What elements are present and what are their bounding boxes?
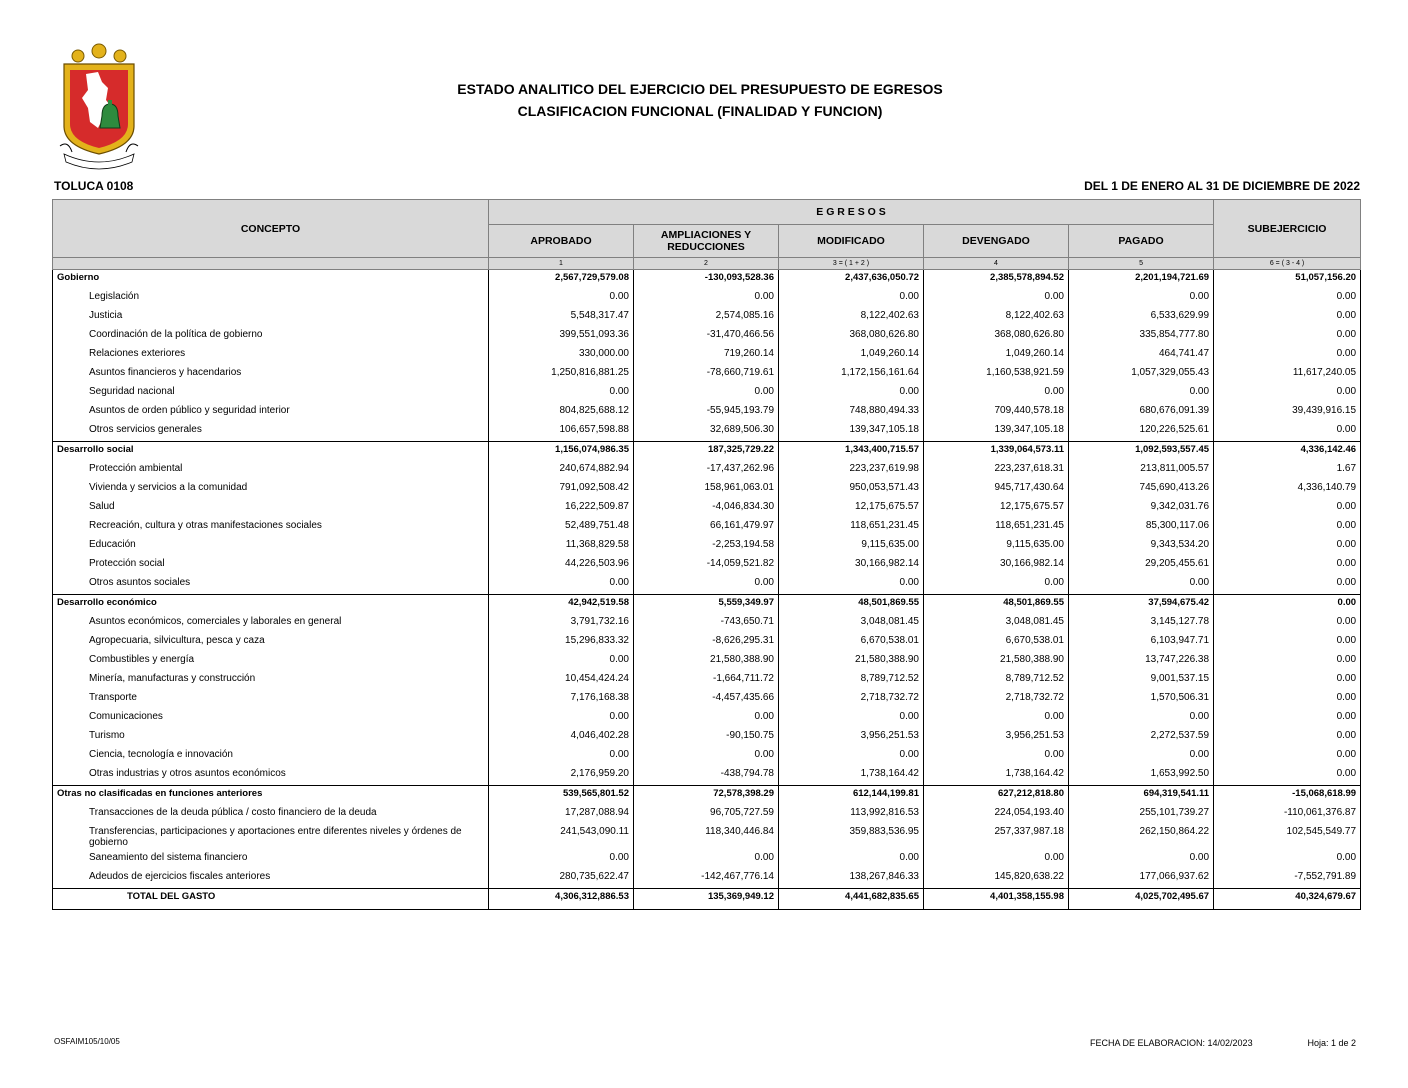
value-cell: 0.00: [779, 747, 924, 766]
value-cell: -130,093,528.36: [634, 270, 779, 290]
value-cell: 0.00: [1214, 575, 1361, 595]
value-cell: 113,992,816.53: [779, 805, 924, 824]
value-cell: 52,489,751.48: [489, 518, 634, 537]
value-cell: 0.00: [924, 289, 1069, 308]
value-cell: 138,267,846.33: [779, 869, 924, 889]
concept-cell: Agropecuaria, silvicultura, pesca y caza: [53, 633, 489, 652]
concept-header: CONCEPTO: [53, 200, 489, 258]
value-cell: 118,340,446.84: [634, 824, 779, 850]
index-cell: 3 = ( 1 + 2 ): [779, 258, 924, 270]
value-cell: 12,175,675.57: [779, 499, 924, 518]
value-cell: 21,580,388.90: [634, 652, 779, 671]
concept-cell: Ciencia, tecnología e innovación: [53, 747, 489, 766]
value-cell: -4,046,834.30: [634, 499, 779, 518]
concept-cell: Gobierno: [53, 270, 489, 290]
concept-cell: Transporte: [53, 690, 489, 709]
value-cell: 0.00: [1214, 384, 1361, 403]
value-cell: 4,336,142.46: [1214, 442, 1361, 462]
value-cell: -438,794.78: [634, 766, 779, 786]
concept-cell: Protección ambiental: [53, 461, 489, 480]
value-cell: 2,201,194,721.69: [1069, 270, 1214, 290]
page-number: Hoja: 1 de 2: [1307, 1038, 1356, 1048]
value-cell: 804,825,688.12: [489, 403, 634, 422]
value-cell: 0.00: [1214, 595, 1361, 615]
value-cell: 5,559,349.97: [634, 595, 779, 615]
value-cell: 30,166,982.14: [779, 556, 924, 575]
value-cell: 0.00: [1214, 690, 1361, 709]
table-row: [53, 652, 1361, 671]
table-row: [53, 289, 1361, 308]
value-cell: 240,674,882.94: [489, 461, 634, 480]
value-cell: 0.00: [1214, 422, 1361, 442]
value-cell: 0.00: [489, 575, 634, 595]
value-cell: 0.00: [1214, 614, 1361, 633]
concept-cell: Desarrollo económico: [53, 595, 489, 615]
value-cell: 0.00: [1214, 850, 1361, 869]
concept-cell: Vivienda y servicios a la comunidad: [53, 480, 489, 499]
value-cell: 72,578,398.29: [634, 786, 779, 806]
value-cell: 0.00: [489, 850, 634, 869]
value-cell: 791,092,508.42: [489, 480, 634, 499]
value-cell: 3,956,251.53: [924, 728, 1069, 747]
value-cell: 0.00: [1069, 747, 1214, 766]
value-cell: 1,092,593,557.45: [1069, 442, 1214, 462]
value-cell: 39,439,916.15: [1214, 403, 1361, 422]
value-cell: 158,961,063.01: [634, 480, 779, 499]
table-row: [53, 518, 1361, 537]
value-cell: 0.00: [779, 709, 924, 728]
report-period: DEL 1 DE ENERO AL 31 DE DICIEMBRE DE 2022: [1084, 179, 1360, 193]
value-cell: 2,437,636,050.72: [779, 270, 924, 290]
value-cell: 0.00: [1214, 766, 1361, 786]
table-row: [53, 327, 1361, 346]
table-row: [53, 422, 1361, 442]
index-cell: 4: [924, 258, 1069, 270]
value-cell: -1,664,711.72: [634, 671, 779, 690]
value-cell: 21,580,388.90: [924, 652, 1069, 671]
value-cell: 0.00: [779, 289, 924, 308]
concept-cell: Transferencias, participaciones y aportaciones entre diferentes niveles y órdenes de gobierno: [53, 824, 489, 850]
value-cell: -55,945,193.79: [634, 403, 779, 422]
table-row: [53, 614, 1361, 633]
value-cell: 330,000.00: [489, 346, 634, 365]
value-cell: 0.00: [1214, 709, 1361, 728]
group-row: [53, 442, 1361, 462]
value-cell: 680,676,091.39: [1069, 403, 1214, 422]
index-cell: 5: [1069, 258, 1214, 270]
value-cell: 1,343,400,715.57: [779, 442, 924, 462]
value-cell: 2,385,578,894.52: [924, 270, 1069, 290]
value-cell: 0.00: [1214, 499, 1361, 518]
concept-cell: Coordinación de la política de gobierno: [53, 327, 489, 346]
value-cell: -17,437,262.96: [634, 461, 779, 480]
value-cell: 0.00: [634, 709, 779, 728]
concept-cell: Recreación, cultura y otras manifestaciones sociales: [53, 518, 489, 537]
value-cell: -4,457,435.66: [634, 690, 779, 709]
value-cell: 120,226,525.61: [1069, 422, 1214, 442]
value-cell: 945,717,430.64: [924, 480, 1069, 499]
value-cell: 0.00: [1069, 575, 1214, 595]
value-cell: 15,296,833.32: [489, 633, 634, 652]
table-row: [53, 575, 1361, 595]
report-subtitle: CLASIFICACION FUNCIONAL (FINALIDAD Y FUNCION): [517, 103, 883, 119]
col-header-aprobado: APROBADO: [489, 225, 634, 258]
value-cell: 2,718,732.72: [924, 690, 1069, 709]
concept-cell: Combustibles y energía: [53, 652, 489, 671]
value-cell: 44,226,503.96: [489, 556, 634, 575]
value-cell: 3,048,081.45: [924, 614, 1069, 633]
value-cell: 627,212,818.80: [924, 786, 1069, 806]
concept-cell: Otras industrias y otros asuntos económicos: [53, 766, 489, 786]
value-cell: 1,160,538,921.59: [924, 365, 1069, 384]
value-cell: 0.00: [1214, 633, 1361, 652]
value-cell: 17,287,088.94: [489, 805, 634, 824]
table-row: [53, 690, 1361, 709]
value-cell: 21,580,388.90: [779, 652, 924, 671]
value-cell: 2,176,959.20: [489, 766, 634, 786]
value-cell: 223,237,619.98: [779, 461, 924, 480]
table-row: [53, 480, 1361, 499]
value-cell: 1,057,329,055.43: [1069, 365, 1214, 384]
value-cell: 187,325,729.22: [634, 442, 779, 462]
value-cell: 745,690,413.26: [1069, 480, 1214, 499]
value-cell: -8,626,295.31: [634, 633, 779, 652]
value-cell: 0.00: [489, 747, 634, 766]
value-cell: 0.00: [1069, 384, 1214, 403]
value-cell: 40,324,679.67: [1214, 889, 1361, 910]
group-row: [53, 786, 1361, 806]
table-row: [53, 850, 1361, 869]
value-cell: 1,738,164.42: [924, 766, 1069, 786]
table-body: [53, 270, 1361, 910]
value-cell: 1,156,074,986.35: [489, 442, 634, 462]
value-cell: 464,741.47: [1069, 346, 1214, 365]
value-cell: 0.00: [1214, 518, 1361, 537]
value-cell: 1,339,064,573.11: [924, 442, 1069, 462]
value-cell: 6,103,947.71: [1069, 633, 1214, 652]
index-cell: 2: [634, 258, 779, 270]
value-cell: -7,552,791.89: [1214, 869, 1361, 889]
value-cell: 1,570,506.31: [1069, 690, 1214, 709]
value-cell: 9,001,537.15: [1069, 671, 1214, 690]
value-cell: 255,101,739.27: [1069, 805, 1214, 824]
value-cell: 16,222,509.87: [489, 499, 634, 518]
col-header-ampliaciones: AMPLIACIONES Y REDUCCIONES: [634, 225, 779, 258]
value-cell: 0.00: [1214, 537, 1361, 556]
value-cell: 7,176,168.38: [489, 690, 634, 709]
value-cell: 1.67: [1214, 461, 1361, 480]
value-cell: 48,501,869.55: [779, 595, 924, 615]
group-row: [53, 595, 1361, 615]
value-cell: 719,260.14: [634, 346, 779, 365]
value-cell: 1,049,260.14: [779, 346, 924, 365]
value-cell: 0.00: [489, 709, 634, 728]
value-cell: 96,705,727.59: [634, 805, 779, 824]
value-cell: 42,942,519.58: [489, 595, 634, 615]
value-cell: 9,115,635.00: [779, 537, 924, 556]
concept-cell: Adeudos de ejercicios fiscales anteriores: [53, 869, 489, 889]
value-cell: 709,440,578.18: [924, 403, 1069, 422]
value-cell: 1,738,164.42: [779, 766, 924, 786]
concept-cell: Comunicaciones: [53, 709, 489, 728]
value-cell: 694,319,541.11: [1069, 786, 1214, 806]
value-cell: 5,548,317.47: [489, 308, 634, 327]
value-cell: 6,533,629.99: [1069, 308, 1214, 327]
value-cell: 0.00: [1069, 850, 1214, 869]
value-cell: 950,053,571.43: [779, 480, 924, 499]
value-cell: 8,122,402.63: [924, 308, 1069, 327]
table-row: [53, 671, 1361, 690]
col-header-pagado: PAGADO: [1069, 225, 1214, 258]
concept-cell: Otros asuntos sociales: [53, 575, 489, 595]
value-cell: 0.00: [1214, 747, 1361, 766]
value-cell: -2,253,194.58: [634, 537, 779, 556]
index-cell: 6 = ( 3 - 4 ): [1214, 258, 1361, 270]
value-cell: -31,470,466.56: [634, 327, 779, 346]
value-cell: 0.00: [779, 575, 924, 595]
value-cell: 102,545,549.77: [1214, 824, 1361, 850]
entity-name: TOLUCA 0108: [54, 179, 134, 193]
col-header-modificado: MODIFICADO: [779, 225, 924, 258]
concept-cell: Otros servicios generales: [53, 422, 489, 442]
value-cell: 37,594,675.42: [1069, 595, 1214, 615]
table-row: [53, 346, 1361, 365]
value-cell: 4,441,682,835.65: [779, 889, 924, 910]
value-cell: 335,854,777.80: [1069, 327, 1214, 346]
value-cell: 0.00: [634, 850, 779, 869]
concept-cell: Saneamiento del sistema financiero: [53, 850, 489, 869]
value-cell: 11,368,829.58: [489, 537, 634, 556]
value-cell: 241,543,090.11: [489, 824, 634, 850]
value-cell: 8,789,712.52: [779, 671, 924, 690]
value-cell: 11,617,240.05: [1214, 365, 1361, 384]
table-row: [53, 499, 1361, 518]
value-cell: 257,337,987.18: [924, 824, 1069, 850]
table-row: [53, 709, 1361, 728]
total-row: [53, 889, 1361, 910]
value-cell: 85,300,117.06: [1069, 518, 1214, 537]
value-cell: 262,150,864.22: [1069, 824, 1214, 850]
value-cell: 6,670,538.01: [924, 633, 1069, 652]
value-cell: 2,272,537.59: [1069, 728, 1214, 747]
value-cell: -142,467,776.14: [634, 869, 779, 889]
value-cell: 66,161,479.97: [634, 518, 779, 537]
concept-cell: Otras no clasificadas en funciones anteriores: [53, 786, 489, 806]
value-cell: 0.00: [1214, 346, 1361, 365]
table-row: [53, 824, 1361, 850]
concept-cell: Protección social: [53, 556, 489, 575]
value-cell: 4,336,140.79: [1214, 480, 1361, 499]
value-cell: 0.00: [634, 289, 779, 308]
value-cell: 0.00: [924, 575, 1069, 595]
concept-cell: Minería, manufacturas y construcción: [53, 671, 489, 690]
table-row: [53, 537, 1361, 556]
concept-cell: Transacciones de la deuda pública / costo financiero de la deuda: [53, 805, 489, 824]
table-row: [53, 308, 1361, 327]
value-cell: 0.00: [924, 850, 1069, 869]
value-cell: 0.00: [1214, 308, 1361, 327]
concept-cell: Justicia: [53, 308, 489, 327]
value-cell: 0.00: [1214, 728, 1361, 747]
value-cell: 8,122,402.63: [779, 308, 924, 327]
value-cell: 12,175,675.57: [924, 499, 1069, 518]
value-cell: 51,057,156.20: [1214, 270, 1361, 290]
value-cell: 0.00: [634, 384, 779, 403]
index-cell: 1: [489, 258, 634, 270]
value-cell: 13,747,226.38: [1069, 652, 1214, 671]
value-cell: 1,049,260.14: [924, 346, 1069, 365]
value-cell: 106,657,598.88: [489, 422, 634, 442]
value-cell: -14,059,521.82: [634, 556, 779, 575]
concept-cell: Turismo: [53, 728, 489, 747]
table-row: [53, 766, 1361, 786]
table-row: [53, 461, 1361, 480]
table-row: [53, 403, 1361, 422]
value-cell: 213,811,005.57: [1069, 461, 1214, 480]
value-cell: 0.00: [634, 747, 779, 766]
value-cell: 0.00: [489, 652, 634, 671]
value-cell: 0.00: [779, 850, 924, 869]
subejercicio-header: SUBEJERCICIO: [1214, 200, 1361, 258]
concept-cell: Asuntos económicos, comerciales y laborales en general: [53, 614, 489, 633]
table-row: [53, 633, 1361, 652]
value-cell: 0.00: [489, 289, 634, 308]
value-cell: -110,061,376.87: [1214, 805, 1361, 824]
value-cell: 2,567,729,579.08: [489, 270, 634, 290]
value-cell: 1,653,992.50: [1069, 766, 1214, 786]
value-cell: 0.00: [489, 384, 634, 403]
concept-cell: TOTAL DEL GASTO: [53, 889, 489, 910]
value-cell: 8,789,712.52: [924, 671, 1069, 690]
value-cell: 0.00: [1214, 671, 1361, 690]
group-row: [53, 270, 1361, 290]
toluca-coat-of-arms-logo: [58, 42, 140, 170]
value-cell: 0.00: [924, 747, 1069, 766]
value-cell: 4,025,702,495.67: [1069, 889, 1214, 910]
value-cell: 0.00: [779, 384, 924, 403]
index-cell-blank: [53, 258, 489, 270]
col-header-devengado: DEVENGADO: [924, 225, 1069, 258]
table-row: [53, 805, 1361, 824]
value-cell: 280,735,622.47: [489, 869, 634, 889]
value-cell: 0.00: [1214, 652, 1361, 671]
value-cell: -90,150.75: [634, 728, 779, 747]
concept-cell: Educación: [53, 537, 489, 556]
value-cell: 2,718,732.72: [779, 690, 924, 709]
value-cell: 30,166,982.14: [924, 556, 1069, 575]
value-cell: 139,347,105.18: [924, 422, 1069, 442]
value-cell: 1,172,156,161.64: [779, 365, 924, 384]
table-row: [53, 869, 1361, 889]
value-cell: -78,660,719.61: [634, 365, 779, 384]
table-row: [53, 365, 1361, 384]
value-cell: 6,670,538.01: [779, 633, 924, 652]
value-cell: 135,369,949.12: [634, 889, 779, 910]
value-cell: 612,144,199.81: [779, 786, 924, 806]
report-title: ESTADO ANALITICO DEL EJERCICIO DEL PRESUPUESTO DE EGRESOS: [457, 81, 943, 97]
egresos-header: E G R E S O S: [489, 200, 1214, 225]
value-cell: 3,145,127.78: [1069, 614, 1214, 633]
value-cell: 9,343,534.20: [1069, 537, 1214, 556]
value-cell: 0.00: [924, 384, 1069, 403]
value-cell: 399,551,093.36: [489, 327, 634, 346]
table-row: [53, 556, 1361, 575]
table-row: [53, 384, 1361, 403]
table-row: [53, 728, 1361, 747]
value-cell: 0.00: [924, 709, 1069, 728]
value-cell: 29,205,455.61: [1069, 556, 1214, 575]
value-cell: 3,791,732.16: [489, 614, 634, 633]
value-cell: 223,237,618.31: [924, 461, 1069, 480]
concept-cell: Seguridad nacional: [53, 384, 489, 403]
budget-table: [52, 199, 1361, 910]
value-cell: 359,883,536.95: [779, 824, 924, 850]
value-cell: 145,820,638.22: [924, 869, 1069, 889]
value-cell: -15,068,618.99: [1214, 786, 1361, 806]
value-cell: 4,306,312,886.53: [489, 889, 634, 910]
value-cell: 748,880,494.33: [779, 403, 924, 422]
value-cell: 368,080,626.80: [779, 327, 924, 346]
value-cell: 9,115,635.00: [924, 537, 1069, 556]
value-cell: 139,347,105.18: [779, 422, 924, 442]
value-cell: 0.00: [1214, 289, 1361, 308]
form-code: OSFAIM105/10/05: [54, 1037, 120, 1046]
value-cell: 0.00: [1214, 327, 1361, 346]
value-cell: 4,046,402.28: [489, 728, 634, 747]
value-cell: 3,956,251.53: [779, 728, 924, 747]
value-cell: 32,689,506.30: [634, 422, 779, 442]
value-cell: 118,651,231.45: [924, 518, 1069, 537]
concept-cell: Asuntos de orden público y seguridad interior: [53, 403, 489, 422]
value-cell: 0.00: [1214, 556, 1361, 575]
value-cell: 368,080,626.80: [924, 327, 1069, 346]
concept-cell: Legislación: [53, 289, 489, 308]
value-cell: 177,066,937.62: [1069, 869, 1214, 889]
value-cell: 9,342,031.76: [1069, 499, 1214, 518]
concept-cell: Desarrollo social: [53, 442, 489, 462]
value-cell: 0.00: [634, 575, 779, 595]
value-cell: 539,565,801.52: [489, 786, 634, 806]
value-cell: 224,054,193.40: [924, 805, 1069, 824]
value-cell: 10,454,424.24: [489, 671, 634, 690]
value-cell: 0.00: [1069, 709, 1214, 728]
value-cell: 0.00: [1069, 289, 1214, 308]
value-cell: 3,048,081.45: [779, 614, 924, 633]
concept-cell: Asuntos financieros y hacendarios: [53, 365, 489, 384]
value-cell: 118,651,231.45: [779, 518, 924, 537]
value-cell: 48,501,869.55: [924, 595, 1069, 615]
value-cell: 4,401,358,155.98: [924, 889, 1069, 910]
concept-cell: Salud: [53, 499, 489, 518]
table-row: [53, 747, 1361, 766]
value-cell: 2,574,085.16: [634, 308, 779, 327]
value-cell: -743,650.71: [634, 614, 779, 633]
value-cell: 1,250,816,881.25: [489, 365, 634, 384]
concept-cell: Relaciones exteriores: [53, 346, 489, 365]
elaboration-date: FECHA DE ELABORACION: 14/02/2023: [1090, 1038, 1253, 1048]
